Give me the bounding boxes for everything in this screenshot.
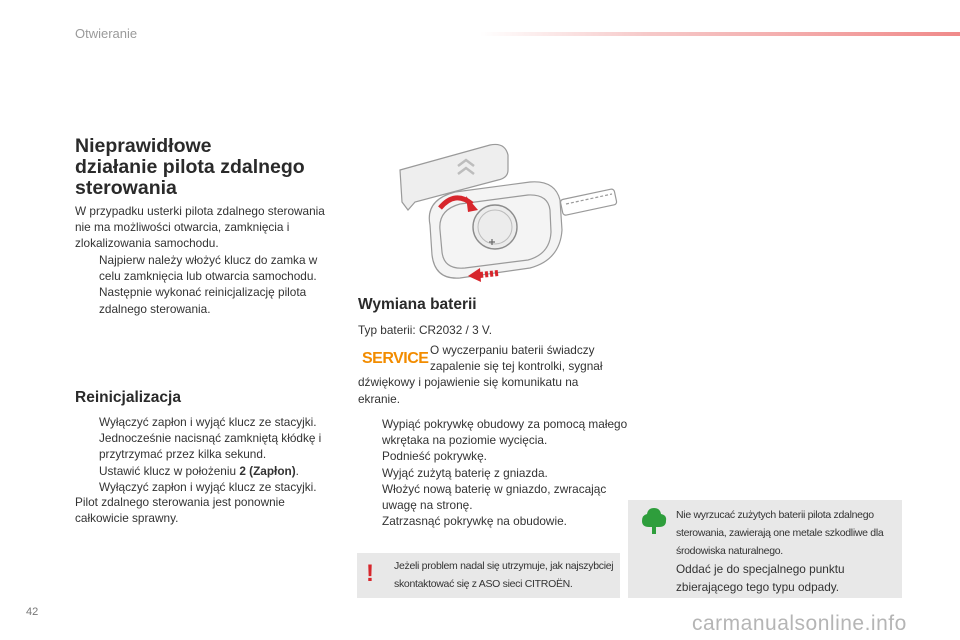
list-item: Wyłączyć zapłon i wyjąć klucz ze stacyjki.: [99, 415, 317, 429]
reinit-heading: Reinicjalizacja: [75, 389, 181, 406]
page-title: Nieprawidłowe działanie pilota zdalnego sterowania: [75, 135, 305, 199]
list-item: Jednocześnie nacisnąć zamkniętą kłódkę i przytrzymać przez kilka sekund.: [99, 431, 322, 462]
malfunction-steps: [75, 252, 340, 317]
battery-warning-paragraph: SERVICE O wyczerpaniu baterii świadczy zapalenie się tej kontrolki, sygnał dźwiękowy i pojawienie się komunikatu na ekranie.: [358, 343, 603, 406]
battery-type: Typ baterii: CR2032 / 3 V.: [358, 323, 492, 337]
list-item: Zatrzasnąć pokrywkę na obudowie.: [382, 514, 567, 529]
service-label: SERVICE: [362, 350, 429, 367]
exclamation-icon: !: [366, 560, 374, 587]
key-battery-illustration: [380, 130, 620, 290]
header-gradient-bar: [480, 32, 960, 36]
battery-cell: [473, 205, 517, 249]
list-item: Wyjąć zużytą baterię z gniazda.: [382, 465, 548, 480]
battery-heading: Wymiana baterii: [358, 296, 477, 313]
eco-text: Nie wyrzucać zużytych baterii pilota zdalnego sterowania, zawierają one metale szkodliwe dla środowiska naturalnego. Oddać je do specjalnego punktu zbierającego tego typu odpady.: [676, 509, 884, 594]
intro-paragraph: W przypadku usterki pilota zdalnego sterowania nie ma możliwości otwarcia, zamknięcia i zlokalizowania samochodu.: [75, 204, 325, 251]
battery-steps: [358, 416, 633, 529]
list-item: Wypiąć pokrywkę obudowy za pomocą małego wkrętaka na poziomie wycięcia.: [382, 417, 628, 448]
watermark: carmanualsonline.info: [692, 612, 907, 635]
section-title: Otwieranie: [75, 26, 138, 41]
reinit-conclusion: Pilot zdalnego sterowania jest ponownie całkowicie sprawny.: [75, 495, 285, 526]
reinit-steps: [75, 414, 340, 495]
list-item: Najpierw należy włożyć klucz do zamka w celu zamknięcia lub otwarcia samochodu.: [99, 253, 318, 284]
alert-text: Jeżeli problem nadal się utrzymuje, jak najszybciej skontaktować się z ASO sieci CITROËN.: [394, 560, 614, 590]
list-item: Włożyć nową baterię w gniazdo, zwracając uwagę na stronę.: [382, 481, 607, 513]
list-item: Następnie wykonać reinicjalizację pilota zdalnego sterowania.: [99, 285, 307, 316]
list-item: Wyłączyć zapłon i wyjąć klucz ze stacyjki.: [99, 479, 317, 494]
list-item: Ustawić klucz w położeniu 2 (Zapłon).: [99, 463, 299, 478]
list-item: Podnieść pokrywkę.: [382, 449, 487, 464]
page-number: 42: [26, 606, 39, 618]
service-warning-icon: [360, 346, 429, 368]
tree-icon: [640, 506, 668, 536]
